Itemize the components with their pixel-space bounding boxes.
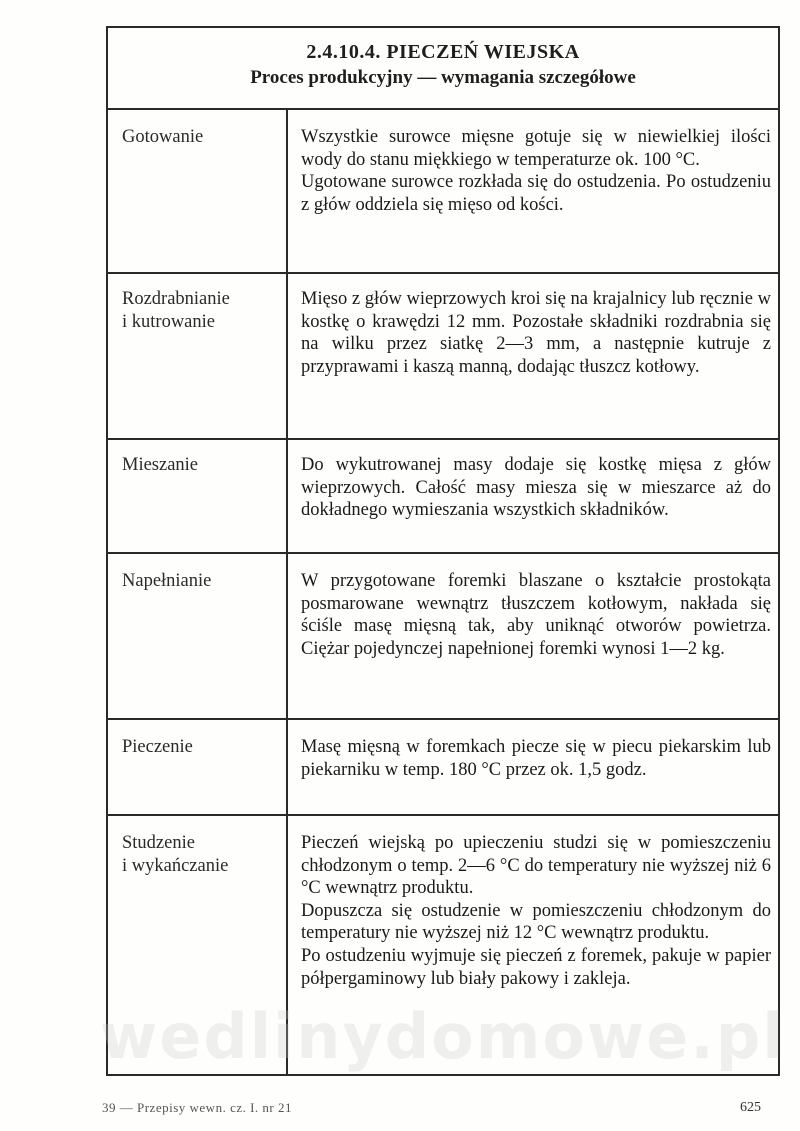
step-desc-napelnianie: W przygotowane foremki blaszane o kształcie prostokąta posmarowane wewnątrz tłuszczem kotłowym, nakłada się ściśle masę mięsną tak, aby uniknąć otworów powietrza. Ciężar pojedynczej napełnionej foremki wynosi 1—2 kg. bbox=[301, 571, 771, 659]
section-title: 2.4.10.4. PIECZEŃ WIEJSKA bbox=[306, 41, 580, 63]
row-divider bbox=[108, 718, 778, 720]
row-divider bbox=[108, 272, 778, 274]
step-desc-pieczenie: Masę mięsną w foremkach piecze się w piecu piekarskim lub piekarniku w temp. 180 °C przez ok. 1,5 godz. bbox=[301, 737, 771, 780]
step-label-mieszanie: Mieszanie bbox=[122, 455, 199, 475]
step-desc-gotowanie: Wszystkie surowce mięsne gotuje się w niewielkiej ilości wody do stanu miękkiego w temperaturze ok. 100 °C. Ugotowane surowce rozkłada się do ostudzenia. Po ostudzeniu z głów oddziela się mięso od kości. bbox=[301, 127, 771, 215]
watermark: wedlinydomowe.pl bbox=[100, 1000, 786, 1073]
page-number: 625 bbox=[740, 1100, 761, 1115]
section-subtitle: Proces produkcyjny — wymagania szczegółowe bbox=[250, 67, 636, 88]
row-divider bbox=[108, 438, 778, 440]
step-desc-mieszanie: Do wykutrowanej masy dodaje się kostkę mięsa z głów wieprzowych. Całość masy miesza się w mieszarce aż do dokładnego wymieszania wszystkich składników. bbox=[301, 455, 771, 521]
row-divider bbox=[108, 814, 778, 816]
step-label-rozdrabnianie: Rozdrabnianie i kutrowanie bbox=[122, 289, 230, 332]
step-label-gotowanie: Gotowanie bbox=[122, 127, 204, 147]
step-label-pieczenie: Pieczenie bbox=[122, 737, 193, 757]
header-rule bbox=[108, 108, 778, 110]
step-desc-studzenie: Pieczeń wiejską po upieczeniu studzi się w pomieszczeniu chłodzonym o temp. 2—6 °C do temperatury nie wyższej niż 6 °C wewnątrz produktu. Dopuszcza się ostudzenie w pomieszczeniu chłodzonym do temperatury nie wyższej niż 12 °C wewnątrz produktu. Po ostudzeniu wyjmuje się pieczeń z foremek, pakuje w papier półpergaminowy lub biały pakowy i zakleja. bbox=[301, 833, 771, 989]
table-header bbox=[108, 40, 778, 90]
step-desc-rozdrabnianie: Mięso z głów wieprzowych kroi się na krajalnicy lub ręcznie w kostkę o krawędzi 12 mm. Pozostałe składniki rozdrabnia się na wilku przez siatkę 2—3 mm, a następnie kutruje z przyprawami i kaszą manną, dodając tłuszcz kotłowy. bbox=[301, 289, 771, 377]
row-divider bbox=[108, 552, 778, 554]
footer-source: 39 — Przepisy wewn. cz. I. nr 21 bbox=[102, 1100, 293, 1115]
step-label-studzenie: Studzenie i wykańczanie bbox=[122, 833, 229, 876]
step-label-napelnianie: Napełnianie bbox=[122, 571, 212, 591]
column-divider bbox=[286, 110, 288, 1074]
